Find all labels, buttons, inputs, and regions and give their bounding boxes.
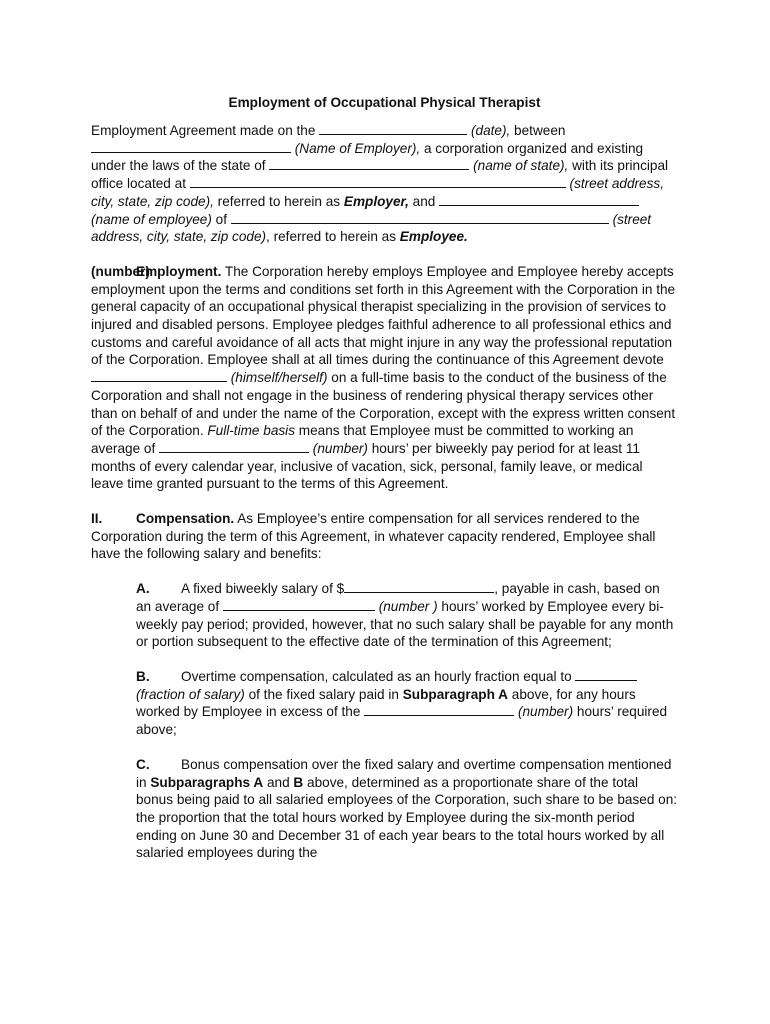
hours-blank	[223, 598, 375, 611]
subparagraph-text: above, for any hours worked by Employee in excess of the	[136, 686, 636, 720]
subparagraph-text: of the fixed salary paid in	[244, 686, 403, 702]
date-placeholder: (date),	[470, 123, 511, 138]
intro-text: and	[408, 193, 440, 209]
section-heading: Employment.	[136, 263, 222, 279]
section-text: The Corporation hereby employs Employee and Employee hereby accepts employment upon the terms and conditions set forth in this Agreement with the Corporation in the general capacity of an occupational physical therapist specializing in the provision of services to injured and disabled persons. Employee pledges faithful adherence to all professional ethics and customs and careful avoidance of all acts that might injure in any way the professional reputation of the Corporation. Employee shall at all times during the continuance of this Agreement devote	[91, 263, 676, 368]
intro-text: , referred to herein as	[266, 229, 400, 245]
section-employment	[91, 263, 678, 493]
intro-text: of	[211, 211, 231, 227]
section-compensation	[91, 510, 678, 563]
salary-blank	[344, 580, 494, 593]
employee-label: Employee.	[399, 229, 468, 245]
state-placeholder: (name of state),	[473, 158, 569, 174]
subparagraph-reference: Subparagraph A	[402, 686, 508, 702]
section-number: (number)	[91, 263, 150, 279]
subparagraph-a	[136, 580, 678, 651]
section-number: II.	[91, 511, 103, 527]
intro-text: between	[510, 123, 566, 138]
subparagraph-label: B.	[136, 668, 150, 684]
subparagraph-text: Bonus compensation over the fixed salary and overtime compensation mentioned in	[136, 756, 672, 790]
section-heading: Compensation.	[136, 511, 235, 527]
intro-text: Employment Agreement made on the	[91, 123, 320, 138]
subparagraph-text: and	[263, 774, 294, 790]
subparagraph-text: above, determined as a proportionate share of the total bonus being paid to all salaried employees of the Corporation, such share to be based on: the proportion that the total hours worked by Employee during the six-month period ending on June 30 and December 31 of each year bears to the total hours worked by all salaried employees during the	[136, 774, 678, 861]
subparagraph-b	[136, 668, 678, 739]
subparagraph-label: C.	[136, 756, 150, 772]
address-placeholder: (street address, city, state, zip code),	[91, 176, 664, 209]
employee-address-blank	[231, 211, 609, 224]
subparagraph-text: A fixed biweekly salary of $	[181, 581, 345, 597]
intro-text: a corporation organized and existing under the laws of the state of	[91, 140, 644, 174]
document-title: Employment of Occupational Physical Therapist	[228, 95, 541, 110]
section-text: hours’ per biweekly pay period for at least 11 months of every calendar year, inclusive of vacation, sick, personal, family leave, or medical leave time granted pursuant to the terms of this Agreement.	[91, 440, 643, 492]
employer-name-blank	[91, 140, 291, 153]
intro-paragraph	[91, 122, 678, 246]
number-placeholder: (number)	[517, 704, 574, 720]
date-blank	[319, 122, 467, 135]
number-placeholder: (number)	[312, 440, 368, 456]
address-blank	[190, 175, 566, 188]
employer-name-placeholder: (Name of Employer),	[294, 140, 421, 156]
section-text: on a full-time basis to the conduct of the business of the Corporation and shall not engage in the business of rendering physical therapy services other than on behalf of and under the name of the Corporation, except with the express written consent of the Corporation.	[91, 370, 676, 439]
subparagraph-text: hours’ required above;	[136, 704, 668, 738]
subparagraph-text: Overtime compensation, calculated as an hourly fraction equal to	[181, 668, 576, 684]
employee-name-blank	[439, 193, 639, 206]
overtime-hours-blank	[364, 703, 514, 716]
intro-text: with its principal office located at	[91, 158, 669, 192]
hours-blank	[159, 440, 309, 453]
fulltime-term: Full-time basis	[207, 423, 295, 439]
employee-address-placeholder: (street address, city, state, zip code)	[91, 211, 652, 245]
employer-label: Employer,	[343, 193, 409, 209]
fraction-blank	[575, 668, 637, 681]
subparagraph-c	[136, 756, 678, 862]
subparagraph-label: A.	[136, 581, 150, 597]
section-text: As Employee’s entire compensation for all services rendered to the Corporation during the term of this Agreement, in whatever capacity rendered, Employee shall have the following salary and benefits:	[91, 511, 656, 562]
number-placeholder: (number )	[378, 598, 438, 614]
pronoun-placeholder: (himself/herself)	[230, 370, 328, 386]
state-blank	[269, 157, 469, 170]
subparagraph-text: hours’ worked by Employee every bi-weekly pay period; provided, however, that no such salary shall be payable for any month or portion subsequent to the effective date of the termination of this Agreement;	[136, 598, 674, 650]
intro-text: referred to herein as	[213, 193, 344, 209]
devote-blank	[91, 369, 227, 382]
section-text: means that Employee must be committed to working an average of	[91, 423, 634, 456]
subparagraph-reference: B	[293, 774, 304, 790]
subparagraph-text: , payable in cash, based on an average of	[136, 581, 660, 614]
fraction-placeholder: (fraction of salary)	[136, 686, 245, 702]
employee-name-placeholder: (name of employee)	[91, 211, 212, 227]
subparagraph-reference: Subparagraphs A	[150, 774, 264, 790]
